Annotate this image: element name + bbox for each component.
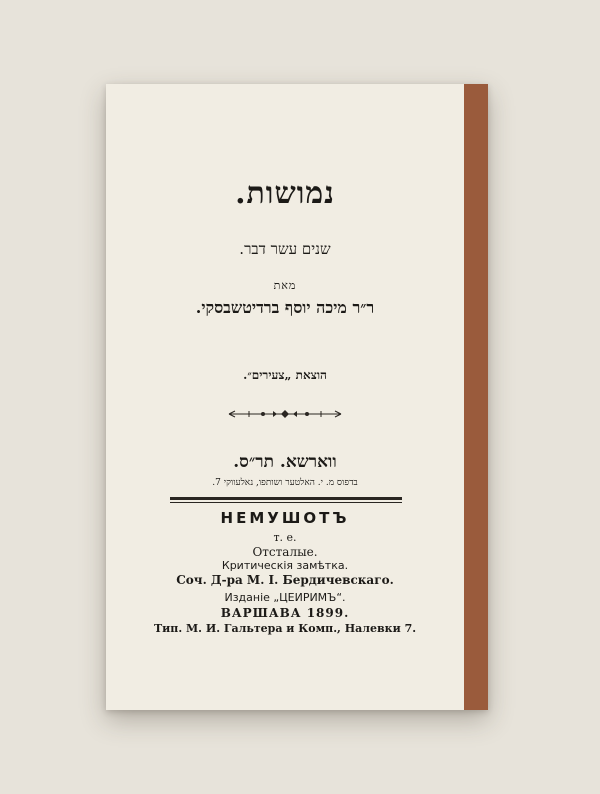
divider-thin [170,502,402,503]
hebrew-publisher: הוצאת „צעירים״. [243,368,327,382]
hebrew-by-line: מאת [273,279,297,292]
hebrew-author: ר״ר מיכה יוסף ברדיטשבסקי. [195,298,375,317]
russian-edition: Изданiе „ЦЕИРИМЪ“. [224,591,346,604]
russian-name: Отсталые. [252,545,318,559]
hebrew-title: נמושות. [235,176,335,211]
russian-city-year: ВАРШАВА 1899. [220,606,350,620]
ornament-icon [225,407,345,421]
book-cover [106,84,488,710]
title-page [106,84,464,710]
divider-thick [170,497,402,500]
hebrew-city-year: ווארשא. תר״ס. [233,452,337,472]
russian-printer: Тип. М. И. Гальтера и Комп., Налевки 7. [153,622,417,635]
russian-author: Соч. Д-ра М. I. Бердичевскаго. [176,573,394,587]
russian-critical-note: Критическiя замѣтка. [221,559,349,572]
ornament-divider [106,406,464,420]
hebrew-subtitle: שנים עשר דבר. [239,240,331,258]
russian-te: т. е. [273,531,297,544]
hebrew-printer: בדפוס מ. י. האלטער ושותפו, נאלעווקי 7. [212,478,358,488]
russian-title: НЕМУШОТЪ [220,509,350,527]
book-spine [464,84,488,710]
